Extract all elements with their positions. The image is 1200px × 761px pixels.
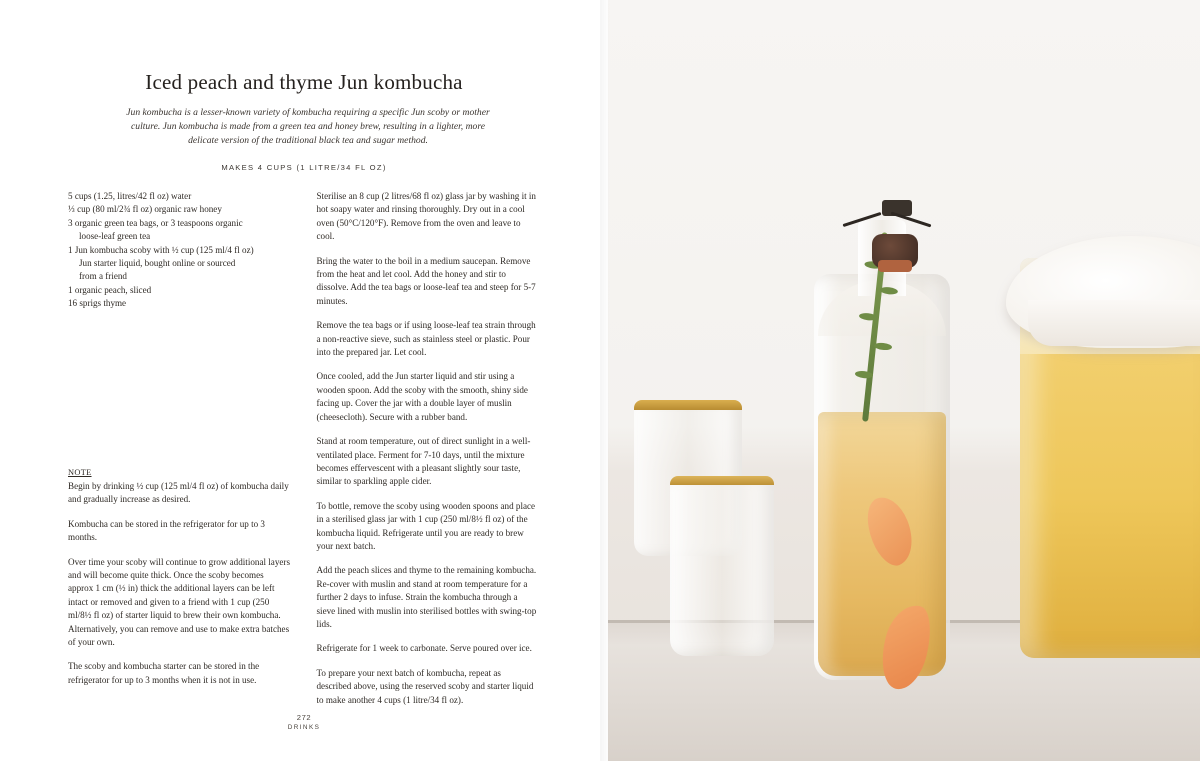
gold-rimmed-glass (670, 476, 774, 656)
cap-wire-arm (843, 212, 882, 227)
method-step: Remove the tea bags or if using loose-leaf tea strain through a non-reactive sieve, such as stainless steel or plastic. Pour into the prepared jar. Let cool. (316, 320, 536, 358)
rubber-seal (878, 260, 912, 272)
method-step: Add the peach slices and thyme to the remaining kombucha. Re-cover with muslin and stand at room temperature for a further 2 days to infuse. Strain the kombucha through a sieve lined with muslin into sterilised bottles with swing-top lids. (316, 565, 537, 629)
recipe-yield: MAKES 4 CUPS (1 LITRE/34 FL OZ) (221, 163, 387, 172)
ingredients-list (68, 190, 290, 311)
method-step: Refrigerate for 1 week to carbonate. Serve poured over ice. (316, 643, 532, 654)
list-item (68, 190, 290, 203)
list-item (68, 203, 290, 216)
list-item (68, 230, 290, 243)
ingredient-text: Jun starter liquid, bought online or sourced (79, 258, 236, 269)
note-text: The scoby and kombucha starter can be stored in the refrigerator for up to 3 months when it is not in use. (68, 661, 260, 685)
method-step: Once cooled, add the Jun starter liquid and stir using a wooden spoon. Add the scoby with the smooth, shiny side facing up. Cover the jar with a double layer of muslin (cheesecloth). Secure with a rubber band. (316, 371, 528, 422)
swing-top-closure (842, 196, 926, 256)
method-step: Stand at room temperature, out of direct sunlight in a well-ventilated place. Ferment for 7-10 days, until the mixture becomes effervescent with a pleasant slightly sour taste, similar to sparkling apple cider. (316, 436, 531, 487)
muslin-fold (1028, 300, 1200, 346)
recipe-intro: Jun kombucha is a lesser-known variety of kombucha requiring a specific Jun scoby or mother culture. Jun kombucha is made from a green tea and honey brew, resulting in a lighter, more delicate version of the traditional black tea and sugar method. (126, 106, 490, 146)
method-step: To bottle, remove the scoby using wooden spoons and place in a sterilised glass jar with 1 cup (250 ml/8½ fl oz) of the kombucha liquid. Refrigerate until you are ready to brew your next batch. (316, 500, 536, 551)
ingredient-text: 5 cups (1.25, litres/42 fl oz) water (68, 191, 192, 201)
ingredient-text: loose-leaf green tea (79, 231, 151, 242)
method-step: Sterilise an 8 cup (2 litres/68 fl oz) glass jar by washing it in hot soapy water and rinsing thoroughly. Dry out in a cool oven (50°C/120°F). Remove from the oven and leave to cool. (316, 191, 536, 242)
ingredient-text: ⅓ cup (80 ml/2¾ fl oz) organic raw honey (68, 204, 222, 215)
page-folio (0, 713, 608, 731)
swing-top-bottle (814, 196, 950, 680)
note-block (68, 468, 290, 698)
note-text: Kombucha can be stored in the refrigerator for up to 3 months. (68, 518, 265, 543)
note-text: Over time your scoby will continue to grow additional layers and will become quite thick. Once the scoby becomes approx 1 cm (½ in) thick the additional layers can be left intact or removed and given to a friend with 1 cup (250 ml/8½ fl oz) of starter liquid to brew their own kombucha. Alternatively, you can remove and use to make extra batches of your own. (68, 556, 290, 648)
method-column (317, 190, 539, 718)
list-item (68, 217, 290, 230)
page-title: Iced peach and thyme Jun kombucha (145, 70, 463, 95)
note-label: NOTE (68, 468, 92, 477)
method-step: To prepare your next batch of kombucha, repeat as described above, using the reserved scoby and starter liquid to make another 4 cups (1 litre/34 fl oz). (316, 667, 534, 705)
recipe-photograph (608, 0, 1200, 761)
gold-rim (670, 476, 774, 485)
list-item (68, 297, 290, 310)
list-item (68, 244, 290, 257)
ingredient-text: 1 organic peach, sliced (68, 284, 152, 295)
photo-page (608, 0, 1200, 761)
ingredient-text: 16 sprigs thyme (68, 298, 127, 309)
note-text: Begin by drinking ½ cup (125 ml/4 fl oz) of kombucha daily and gradually increase as desired. (68, 481, 289, 505)
method-step: Bring the water to the boil in a medium saucepan. Remove from the heat and let cool. Add the honey and stir to dissolve. Add the tea bags or loose-leaf tea and steep for 5-7 minutes. (316, 255, 536, 306)
list-item (68, 257, 290, 270)
section-name: DRINKS (287, 724, 321, 731)
ingredient-text: from a friend (79, 271, 127, 282)
ingredient-text: 1 Jun kombucha scoby with ½ cup (125 ml/4 fl oz) (68, 244, 254, 255)
ingredient-text: 3 organic green tea bags, or 3 teaspoons organic (68, 217, 243, 228)
list-item (68, 284, 290, 297)
page-number: 272 (296, 713, 312, 722)
list-item (68, 270, 290, 283)
gold-rim (634, 400, 742, 410)
